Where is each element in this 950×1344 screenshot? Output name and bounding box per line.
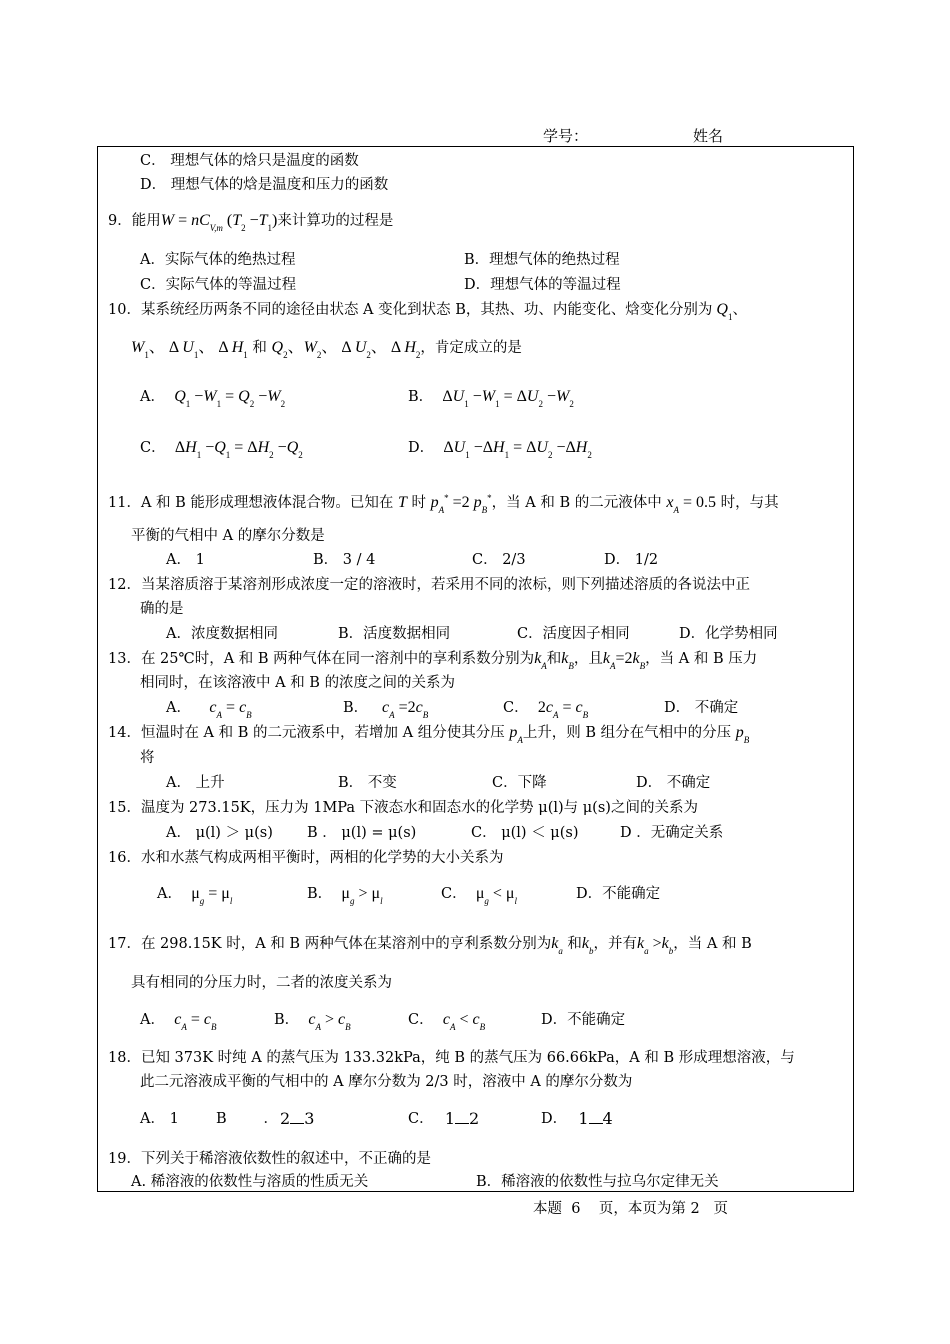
q10-stem-tail: ，肯定成立的是: [420, 340, 522, 356]
q17-ka: $k_a$: [551, 935, 563, 956]
q18-option-b-label: B ．: [216, 1111, 279, 1127]
q13-option-b: [343, 699, 428, 724]
q8-option-c: C． 理想气体的焓只是温度的函数: [140, 153, 359, 169]
q9-stem: [108, 212, 393, 237]
q10-option-b: [408, 388, 574, 413]
q11-option-a: A． 1: [166, 552, 205, 568]
q16-option-c: [441, 885, 517, 910]
q18-c-denominator: 2: [469, 1109, 480, 1128]
q14-option-c: C．下降: [492, 775, 547, 791]
q10-stem-text: 10．某系统经历两条不同的途径由状态 A 变化到状态 B，其热、功、内能变化、焓变化分别为: [108, 302, 713, 318]
q17-relation: $k_a >k_b$: [637, 935, 674, 956]
q10-quantities-2: $Q_2$、$W_2$、 Δ $U_2$、 Δ $H_2$: [271, 339, 421, 360]
q13-option-b-label: B．: [343, 700, 369, 716]
q10-option-d: [408, 439, 592, 464]
q11-stem-1: [108, 489, 779, 519]
q11-stem-c: ，当 A 和 B 的二元液体中: [491, 495, 662, 511]
q9-option-b: B．理想气体的绝热过程: [464, 252, 620, 268]
q10-option-c-eq: $\Delta H_1 -Q_1 = \Delta H_2 -Q_2$: [174, 439, 303, 460]
q16-option-a-label: A．: [157, 886, 182, 902]
q11-stem-b: 时: [411, 495, 427, 511]
fraction-bar: [290, 1123, 304, 1124]
q12-option-c: C．活度因子相同: [517, 626, 630, 642]
q11-t: T: [398, 494, 407, 511]
q8-option-d: D． 理想气体的焓是温度和压力的函数: [140, 177, 389, 193]
q18-stem-2: 此二元溶液成平衡的气相中的 A 摩尔分数为 2/3 时，溶液中 A 的摩尔分数为: [140, 1074, 633, 1090]
q11-stem-d: 时，与其: [720, 495, 779, 511]
q15-option-b: B ． μ(l) = μ(s): [307, 825, 417, 841]
q13-stem-2: 相同时，在该溶液中 A 和 B 的浓度之间的关系为: [140, 675, 456, 691]
q13-stem-1: [108, 650, 757, 675]
q13-stem-a: 13．在 25℃时，A 和 B 两种气体在同一溶剂中的享利系数分别为: [108, 651, 535, 667]
q18-option-d-label: D．: [541, 1111, 568, 1127]
q17-stem-d: ，当 A 和 B: [673, 936, 752, 952]
q18-d-numerator: 1: [578, 1109, 589, 1128]
q14-stem-a: 14．恒温时在 A 和 B 的二元液系中，若增加 A 组分使其分压: [108, 725, 505, 741]
q15-stem: 15．温度为 273.15K，压力为 1MPa 下液态水和固态水的化学势 μ(l)与 μ(s)之间的关系为: [108, 800, 698, 816]
student-id-label: 学号：: [543, 127, 589, 145]
q10-option-c: [140, 439, 303, 464]
q9-formula: $W = nC_{V,m}$ $(T_2 -T_1)$: [160, 212, 278, 233]
q17-stem-1: [108, 935, 752, 960]
q13-kb: $k_B$: [561, 650, 574, 671]
q17-option-c-label: C．: [408, 1012, 434, 1028]
q12-stem-1: 12．当某溶质溶于某溶剂形成浓度一定的溶液时，若采用不同的浓标，则下列描述溶质的各说法中正: [108, 577, 750, 593]
q12-option-b: B．活度数据相同: [338, 626, 451, 642]
q11-option-d: D． 1/2: [604, 552, 659, 568]
q18-option-c: [408, 1097, 481, 1141]
q14-stem-1: [108, 724, 749, 749]
q12-option-d: D．化学势相同: [679, 626, 778, 642]
q15-option-c: C． μ(l) ＜ μ(s): [471, 825, 579, 841]
q18-option-d: [541, 1097, 615, 1141]
q17-option-c-eq: $c_A < c_B$: [442, 1011, 486, 1032]
q19-option-b: B．稀溶液的依数性与拉乌尔定律无关: [476, 1174, 719, 1190]
q13-relation: $k_A=2k_B$: [602, 650, 646, 671]
q13-option-c-label: C．: [503, 700, 529, 716]
q18-c-numerator: 1: [444, 1109, 456, 1128]
q18-b-numerator: 2: [280, 1109, 291, 1128]
q15-option-a: A． μ(l) ＞ μ(s): [166, 825, 273, 841]
q18-option-b: [216, 1097, 316, 1141]
q12-option-a: A．浓度数据相同: [166, 626, 278, 642]
q18-stem-1: 18．已知 373K 时纯 A 的蒸气压为 133.32kPa，纯 B 的蒸气压为 66.66kPa，A 和 B 形成理想溶液，与: [108, 1050, 795, 1066]
q10-stem-1: 10．某系统经历两条不同的途径由状态 A 变化到状态 B，其热、功、内能变化、焓变化分别为 $Q_1$、: [108, 301, 747, 326]
q16-option-c-eq: $\mu_g < \mu_l$: [475, 885, 518, 906]
q10-option-b-label: B．: [408, 389, 434, 405]
q12-stem-2: 确的是: [140, 601, 184, 617]
q10-option-c-label: C．: [140, 440, 166, 456]
fraction-bar: [589, 1123, 603, 1124]
q16-option-a-eq: $\mu_g = \mu_l$: [191, 885, 233, 906]
q14-stem-2: 将: [140, 750, 155, 766]
q16-option-c-label: C．: [441, 886, 467, 902]
q13-ka: $k_A$: [534, 650, 547, 671]
q17-stem-2: 具有相同的分压力时，二者的浓度关系为: [131, 975, 392, 991]
q18-option-a: A． 1: [140, 1111, 179, 1127]
q17-option-a-eq: $c_A = c_B$: [174, 1011, 217, 1032]
q10-q1: $Q_1$: [716, 301, 733, 322]
q10-option-a-eq: $Q_1 -W_1 = Q_2 -W_2$: [174, 388, 286, 409]
q10-option-b-eq: $\Delta U_1 -W_1 = \Delta U_2 -W_2$: [442, 388, 574, 409]
q19-stem: 19．下列关于稀溶液依数性的叙述中，不正确的是: [108, 1151, 431, 1167]
q10-option-a: [140, 388, 285, 413]
q13-option-c-eq: $2c_A = c_B$: [537, 699, 589, 720]
q17-option-b-eq: $c_A > c_B$: [308, 1011, 351, 1032]
q18-option-d-fraction: [578, 1109, 612, 1129]
q10-stem-2: $W_1$、 Δ $U_1$、 Δ $H_1$ 和 $Q_2$、$W_2$、 Δ $U_2$、 Δ $H_2$，肯定成立的是: [131, 339, 522, 364]
q13-option-a-label: A．: [166, 700, 191, 716]
q18-b-denominator: 3: [304, 1109, 315, 1128]
q13-option-a: [166, 699, 252, 724]
q13-option-a-eq: $c_A = c_B$: [209, 699, 252, 720]
q10-option-d-eq: $\Delta U_1 -\Delta H_1 = \Delta U_2 -\Delta H_2$: [443, 439, 592, 460]
q14-option-a: A． 上升: [166, 775, 225, 791]
q14-pb: $p_B$: [735, 724, 750, 745]
q18-d-denominator: 4: [602, 1109, 613, 1128]
q17-stem-a: 17．在 298.15K 时，A 和 B 两种气体在某溶剂中的亨利系数分别为: [108, 936, 552, 952]
q16-stem: 16．水和水蒸气构成两相平衡时，两相的化学势的大小关系为: [108, 850, 504, 866]
q16-option-b-eq: $\mu_g > \mu_l$: [341, 885, 383, 906]
q14-option-d: D． 不确定: [636, 775, 711, 791]
q17-option-d: D．不能确定: [541, 1012, 626, 1028]
page-footer: 本题 6 页，本页为第 2 页: [533, 1201, 729, 1217]
q10-option-a-label: A．: [140, 389, 165, 405]
q18-option-b-fraction: [280, 1109, 314, 1129]
q11-pressure-relation: $p_A^* =2$ $p_B^*$: [430, 493, 492, 515]
q11-stem-2: 平衡的气相中 A 的摩尔分数是: [131, 528, 325, 544]
name-label: 姓名: [693, 127, 724, 145]
q9-option-d: D．理想气体的等温过程: [464, 277, 621, 293]
q10-option-d-label: D．: [408, 440, 435, 456]
q13-option-c: [503, 699, 588, 724]
q13-option-b-eq: $c_A =2c_B$: [381, 699, 429, 720]
q9-option-a: A．实际气体的绝热过程: [140, 252, 296, 268]
q16-option-a: [157, 885, 232, 910]
q14-stem-b: 上升，则 B 组分在气相中的分压: [522, 725, 732, 741]
q11-stem-a: 11．A 和 B 能形成理想液体混合物。已知在: [108, 495, 394, 511]
q17-option-b-label: B．: [274, 1012, 300, 1028]
q11-option-b: B． 3 / 4: [313, 552, 376, 568]
q14-option-b: B． 不变: [338, 775, 397, 791]
q18-option-c-label: C．: [408, 1111, 434, 1127]
q17-stem-b: 和: [567, 936, 582, 952]
q17-option-a-label: A．: [140, 1012, 165, 1028]
q9-stem-b: 来计算功的过程是: [277, 213, 394, 229]
q11-xa: $x_A = 0.5$: [666, 494, 716, 515]
q13-option-d: D． 不确定: [664, 700, 739, 716]
q16-option-b: [307, 885, 383, 910]
q10-quantities: $W_1$、 Δ $U_1$、 Δ $H_1$: [131, 339, 248, 360]
q13-stem-b: 和: [546, 651, 562, 667]
q9-option-c: C．实际气体的等温过程: [140, 277, 297, 293]
q16-option-d: D．不能确定: [576, 886, 661, 902]
q15-option-d: D ．无确定关系: [620, 825, 724, 841]
q17-option-c: [408, 1011, 485, 1036]
q17-option-b: [274, 1011, 351, 1036]
q17-option-a: [140, 1011, 216, 1036]
q14-pa: $p_A$: [509, 724, 523, 745]
fraction-bar: [455, 1123, 469, 1124]
q19-option-a: A. 稀溶液的依数性与溶质的性质无关: [131, 1174, 369, 1190]
q17-stem-c: ，并有: [593, 936, 638, 952]
q13-stem-c: ，且: [573, 651, 603, 667]
q17-kb: $k_b$: [581, 935, 594, 956]
q11-option-c: C． 2/3: [472, 552, 526, 568]
q16-option-b-label: B．: [307, 886, 333, 902]
q13-stem-d: ，当 A 和 B 压力: [645, 651, 758, 667]
q18-option-c-fraction: [445, 1109, 479, 1129]
q9-stem-a: 9．能用: [108, 213, 161, 229]
